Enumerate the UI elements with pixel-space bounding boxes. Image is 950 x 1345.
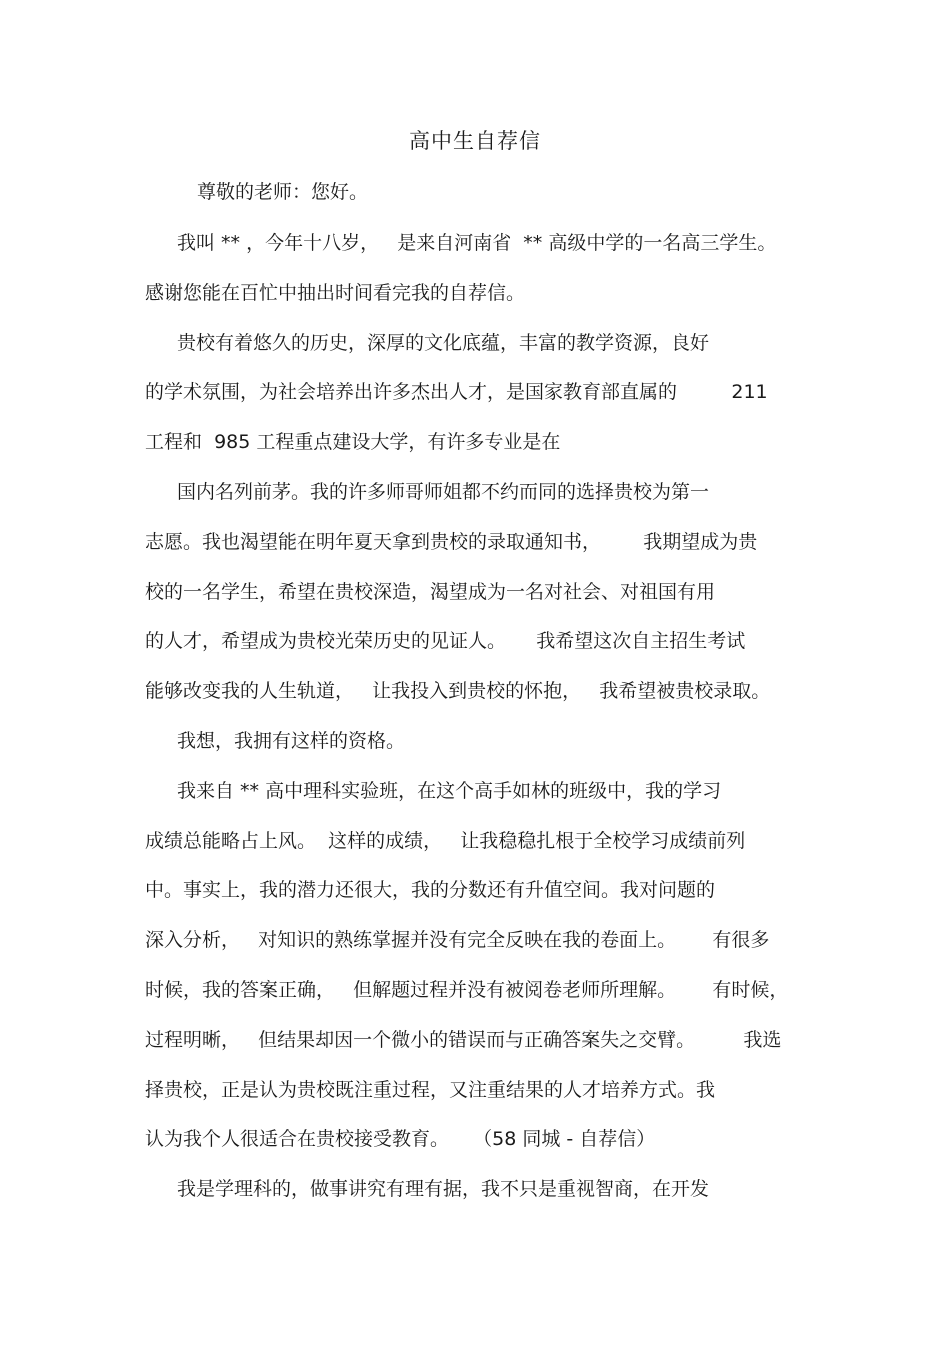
paragraph-line: 志愿。我也渴望能在明年夏天拿到贵校的录取通知书， 我期望成为贵: [145, 531, 758, 553]
paragraph-line: 的人才，希望成为贵校光荣历史的见证人。 我希望这次自主招生考试: [145, 630, 746, 652]
paragraph-line: 时候，我的答案正确， 但解题过程并没有被阅卷老师所理解。 有时候，: [145, 979, 789, 1001]
paragraph-line: 工程和 985 工程重点建设大学，有许多专业是在: [145, 431, 561, 453]
paragraph-line: 中。事实上，我的潜力还很大，我的分数还有升值空间。我对问题的: [145, 879, 716, 901]
paragraph-line: 贵校有着悠久的历史，深厚的文化底蕴，丰富的教学资源，良好: [177, 332, 710, 354]
paragraph-line: 我是学理科的，做事讲究有理有据，我不只是重视智商，在开发: [177, 1178, 710, 1200]
paragraph-line: 认为我个人很适合在贵校接受教育。 （58 同城 - 自荐信）: [145, 1128, 656, 1150]
paragraph-line: 校的一名学生，希望在贵校深造，渴望成为一名对社会、对祖国有用: [145, 581, 716, 603]
paragraph-line: 感谢您能在百忙中抽出时间看完我的自荐信。: [145, 282, 526, 304]
paragraph-line: 能够改变我的人生轨道， 让我投入到贵校的怀抱， 我希望被贵校录取。: [145, 680, 771, 702]
paragraph-line: 择贵校，正是认为贵校既注重过程，又注重结果的人才培养方式。我: [145, 1079, 716, 1101]
paragraph-line: 成绩总能略占上风。 这样的成绩， 让我稳稳扎根于全校学习成绩前列: [145, 830, 746, 852]
paragraph-line: 过程明晰， 但结果却因一个微小的错误而与正确答案失之交臂。 我选: [145, 1029, 782, 1051]
document-title: 高中生自荐信: [409, 129, 541, 153]
paragraph-line: 我想，我拥有这样的资格。: [177, 730, 406, 752]
paragraph-line: 我来自 ** 高中理科实验班，在这个高手如林的班级中，我的学习: [177, 780, 722, 802]
salutation: 尊敬的老师：您好。: [197, 181, 369, 203]
paragraph-line: 我叫 ** ，今年十八岁， 是来自河南省 ** 高级中学的一名高三学生。: [177, 232, 777, 254]
paragraph-line: 国内名列前茅。我的许多师哥师姐都不约而同的选择贵校为第一: [177, 481, 710, 503]
paragraph-line: 深入分析， 对知识的熟练掌握并没有完全反映在我的卷面上。 有很多: [145, 929, 770, 951]
paragraph-line: 的学术氛围，为社会培养出许多杰出人才，是国家教育部直属的 211: [145, 381, 768, 403]
